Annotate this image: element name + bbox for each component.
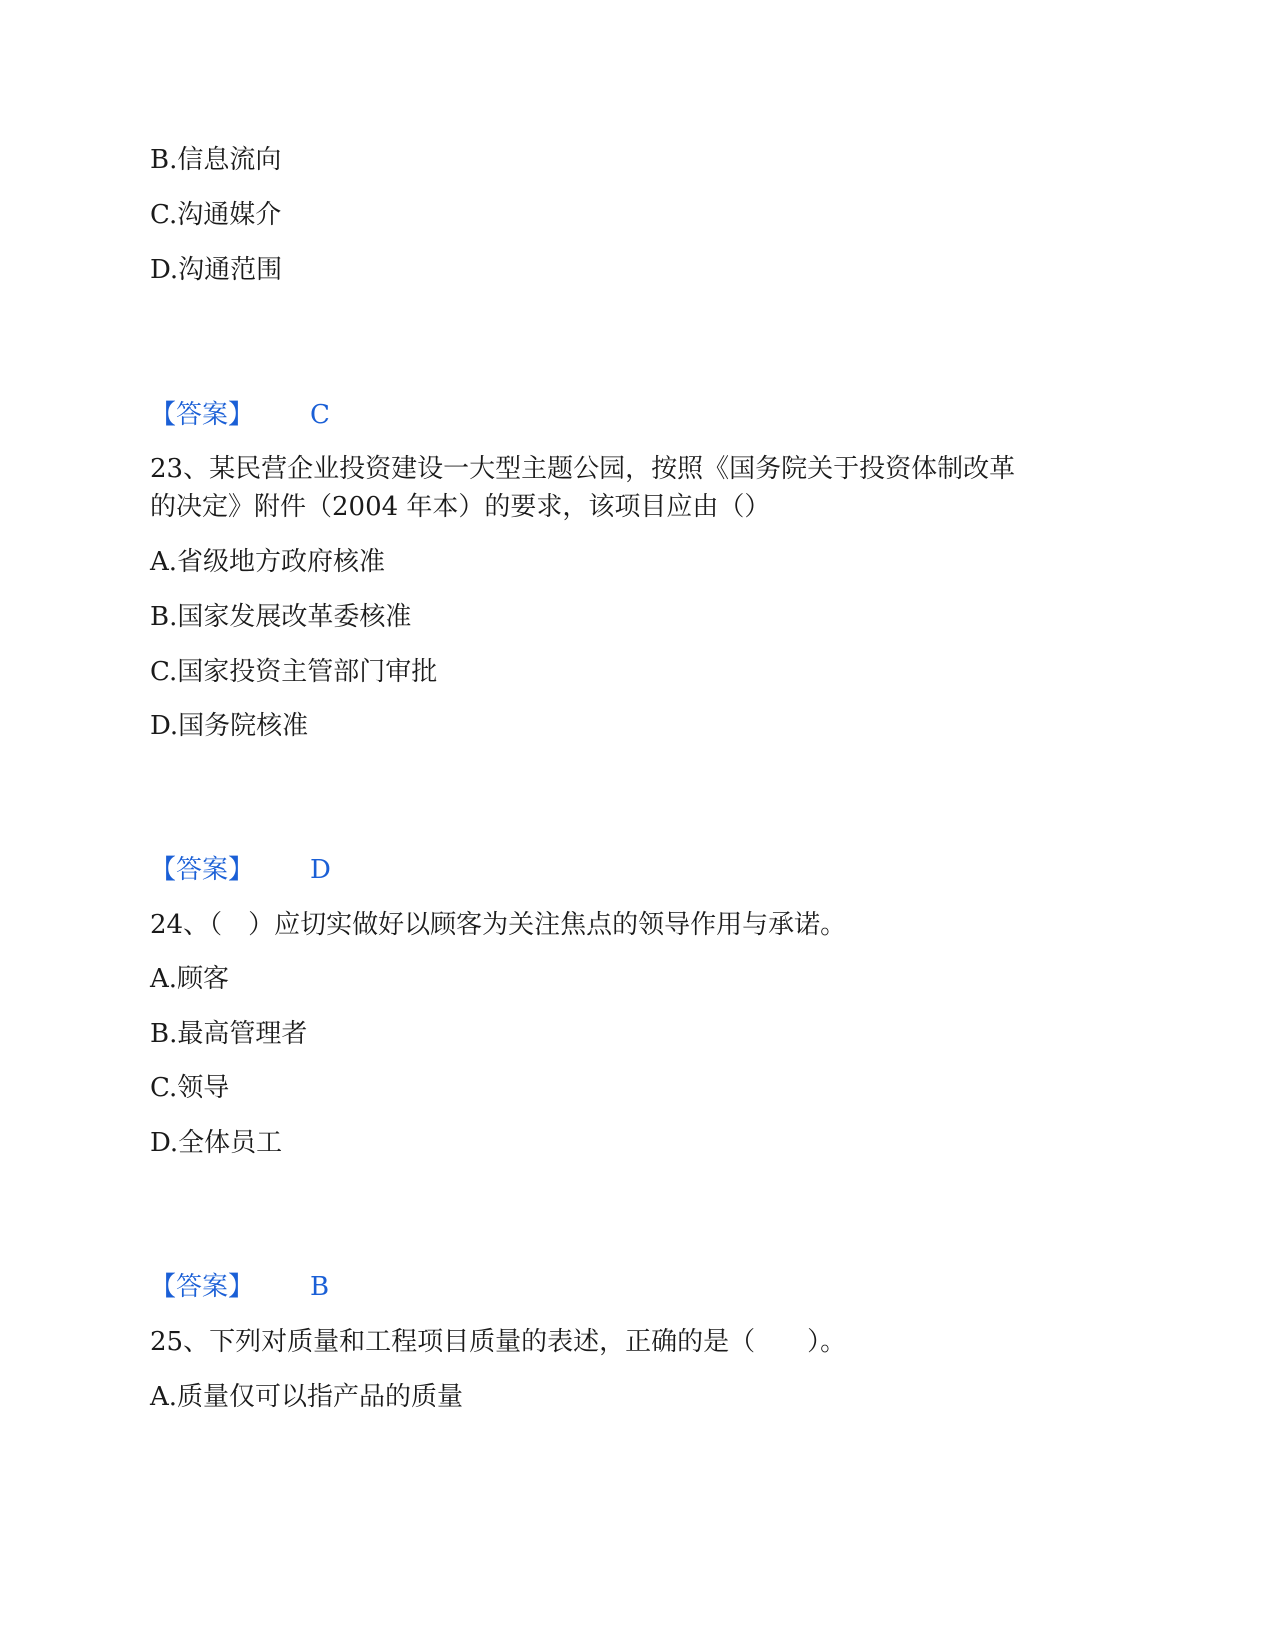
answer-value: C xyxy=(310,400,330,430)
q24-option-d: D.全体员工 xyxy=(150,1128,283,1158)
q23-option-c: C.国家投资主管部门审批 xyxy=(150,657,438,687)
q23-answer-row xyxy=(150,853,450,887)
q22-option-c: C.沟通媒介 xyxy=(150,200,282,230)
answer-value: D xyxy=(310,855,331,885)
q24-answer-row xyxy=(150,1270,450,1304)
q23-option-a: A.省级地方政府核准 xyxy=(150,547,386,577)
q24-option-a: A.顾客 xyxy=(150,964,230,994)
answer-label: 【答案】 xyxy=(150,1272,255,1302)
q25-question: 25、下列对质量和工程项目质量的表述，正确的是（ ）。 xyxy=(150,1327,847,1357)
q24-option-c: C.领导 xyxy=(150,1073,230,1103)
q24-option-b: B.最高管理者 xyxy=(150,1019,308,1049)
q23-question-line-1: 23、某民营企业投资建设一大型主题公园，按照《国务院关于投资体制改革 xyxy=(150,454,1016,484)
answer-label: 【答案】 xyxy=(150,855,255,885)
q22-answer-row xyxy=(150,398,450,432)
q23-option-b: B.国家发展改革委核准 xyxy=(150,602,412,632)
answer-label: 【答案】 xyxy=(150,400,255,430)
q24-question: 24、（ ）应切实做好以顾客为关注焦点的领导作用与承诺。 xyxy=(150,910,847,940)
q23-option-d: D.国务院核准 xyxy=(150,711,309,741)
answer-value: B xyxy=(310,1272,330,1302)
q22-option-b: B.信息流向 xyxy=(150,145,282,175)
q22-option-d: D.沟通范围 xyxy=(150,255,283,285)
q25-option-a: A.质量仅可以指产品的质量 xyxy=(150,1382,464,1412)
q23-question-line-2: 的决定》附件（2004 年本）的要求，该项目应由（） xyxy=(150,492,771,522)
